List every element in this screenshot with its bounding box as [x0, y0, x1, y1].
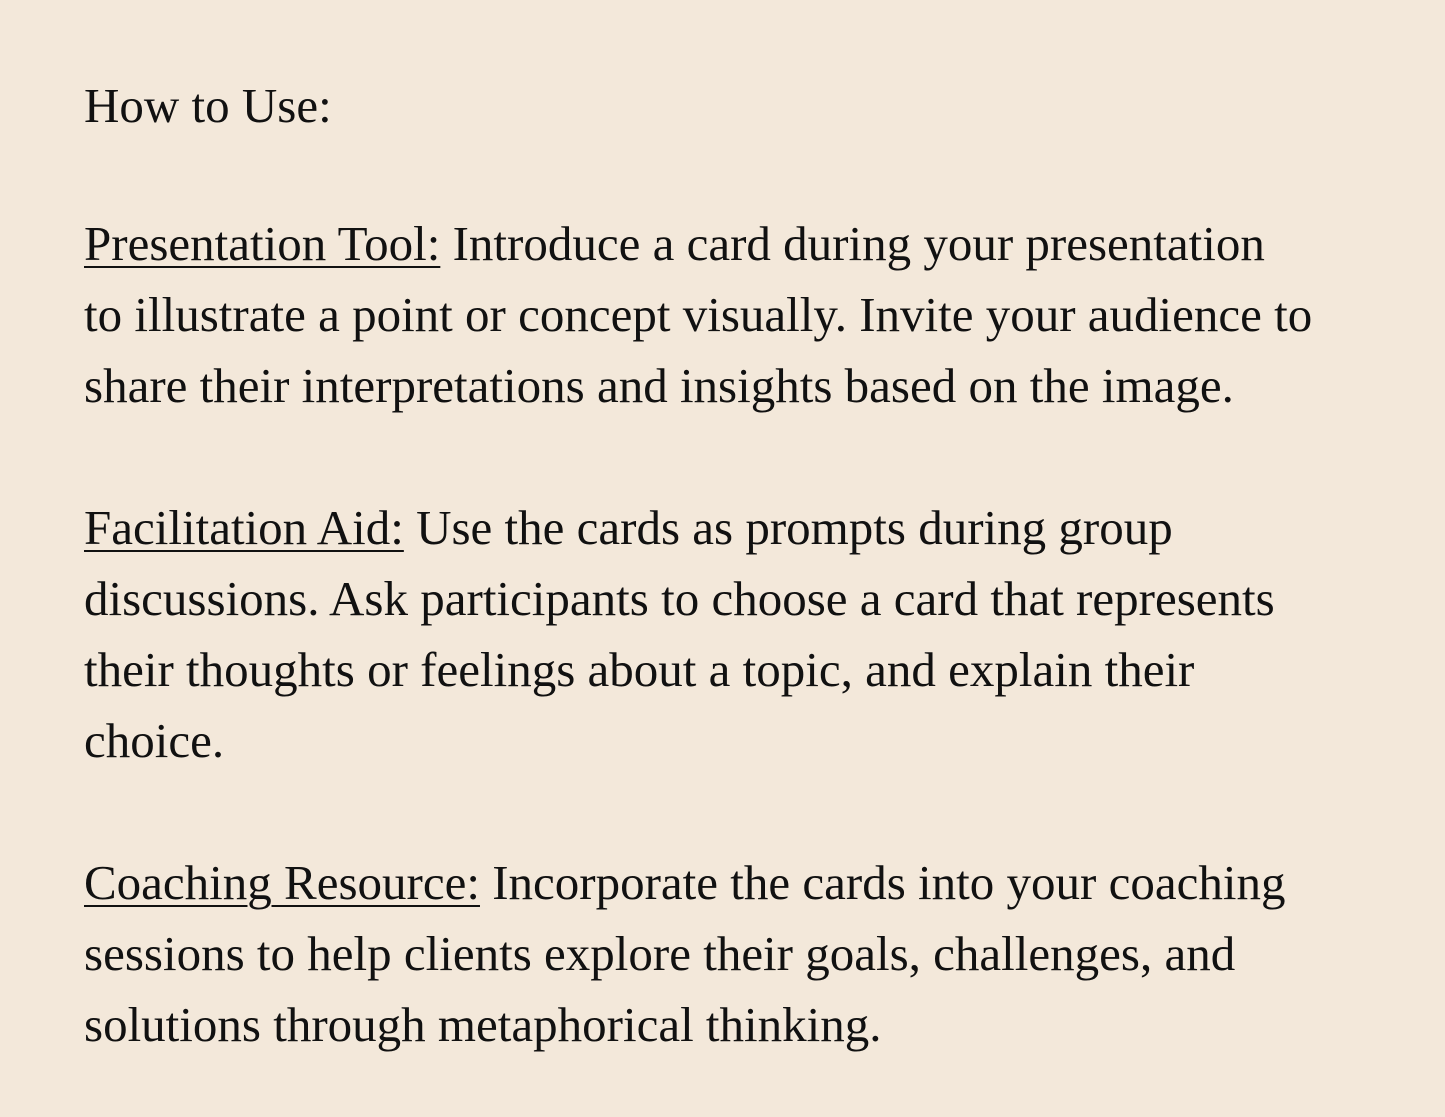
page-heading: How to Use:	[84, 78, 332, 133]
section-text-line: share their interpretations and insights based on the image.	[84, 358, 1234, 413]
section-first-line	[84, 847, 1445, 918]
section-text: Introduce a card during your presentation	[440, 216, 1265, 271]
section-text: Incorporate the cards into your coaching	[479, 855, 1286, 910]
section-first-line	[84, 208, 1445, 279]
section-term: Presentation Tool:	[84, 216, 441, 271]
section-coaching-resource	[84, 847, 1445, 1060]
section-text-line: to illustrate a point or concept visually. Invite your audience to	[84, 287, 1313, 342]
section-text-line: sessions to help clients explore their goals, challenges, and	[84, 926, 1236, 981]
section-text-line: choice.	[84, 713, 225, 768]
section-facilitation-aid	[84, 492, 1445, 776]
section-text-line: discussions. Ask participants to choose a card that represents	[84, 571, 1275, 626]
section-term: Facilitation Aid:	[84, 500, 404, 555]
section-first-line	[84, 492, 1445, 563]
section-presentation-tool	[84, 208, 1445, 421]
section-text-line: solutions through metaphorical thinking.	[84, 997, 882, 1052]
section-text-line: their thoughts or feelings about a topic, and explain their	[84, 642, 1195, 697]
section-term: Coaching Resource:	[84, 855, 480, 910]
section-text: Use the cards as prompts during group	[403, 500, 1173, 555]
